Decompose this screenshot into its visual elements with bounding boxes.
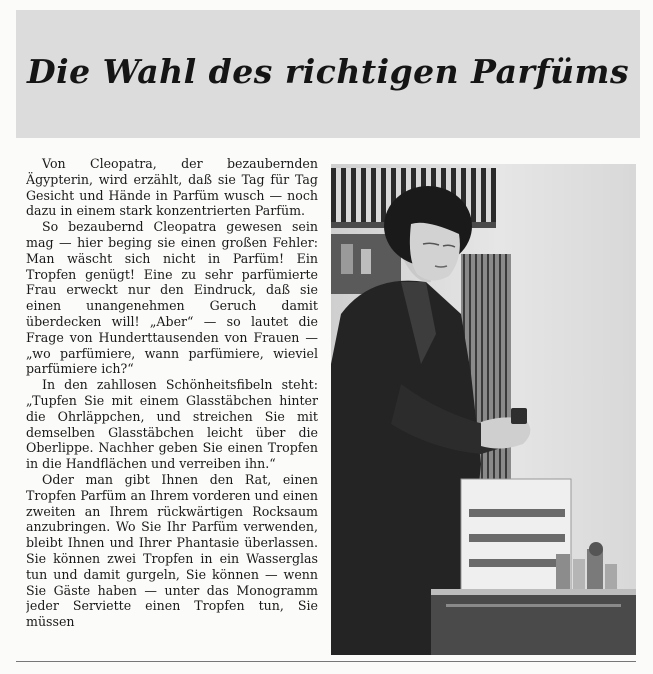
- article-title: Die Wahl des richtigen Parfüms: [26, 51, 630, 91]
- paragraph-4: Oder man gibt Ihnen den Rat, einen Tropfen Parfüm an Ihrem vorderen und einen zweiten an Ihrem rückwärtigen Rocksaum anzubringen. Wo Sie Ihr Parfüm verwenden, bleibt Ihnen und Ihrer Phantasie überlassen. Sie können zwei Tropfen in ein Wasserglas tun und damit gurgeln, Sie können — wenn Sie Gäste haben — unter das Monogramm jeder Serviette einen Tropfen tun, Sie müssen: [26, 471, 318, 630]
- paragraph-1: Von Cleopatra, der bezaubernden Ägypterin, wird erzählt, daß sie Tag für Tag Gesicht und Hände in Parfüm wusch — noch dazu in einem stark konzentrierten Parfüm.: [26, 156, 318, 219]
- bottom-rule: [16, 661, 636, 662]
- photo-woman-with-perfume: [331, 164, 636, 655]
- paragraph-2: So bezaubernd Cleopatra gewesen sein mag — hier beging sie einen großen Fehler: Man wäscht sich nicht in Parfüm! Ein Tropfen genügt! Eine zu sehr parfümierte Frau erweckt nur den Eindruck, daß sie einen unangenehmen Geruch damit überdecken will! „Aber“ — so lautet die Frage von Hunderttausenden von Frauen — „wo parfümiere, wann parfümiere, wieviel parfümiere ich?“: [26, 219, 318, 377]
- article-body: [26, 156, 318, 660]
- paragraph-3: In den zahllosen Schönheitsfibeln steht: „Tupfen Sie mit einem Glasstäbchen hinter die Ohrläppchen, und streichen Sie mit demselben Glasstäbchen leicht über die Oberlippe. Nachher geben Sie einen Tropfen in die Handflächen und verreiben ihn.“: [26, 377, 318, 472]
- title-band: [16, 10, 640, 138]
